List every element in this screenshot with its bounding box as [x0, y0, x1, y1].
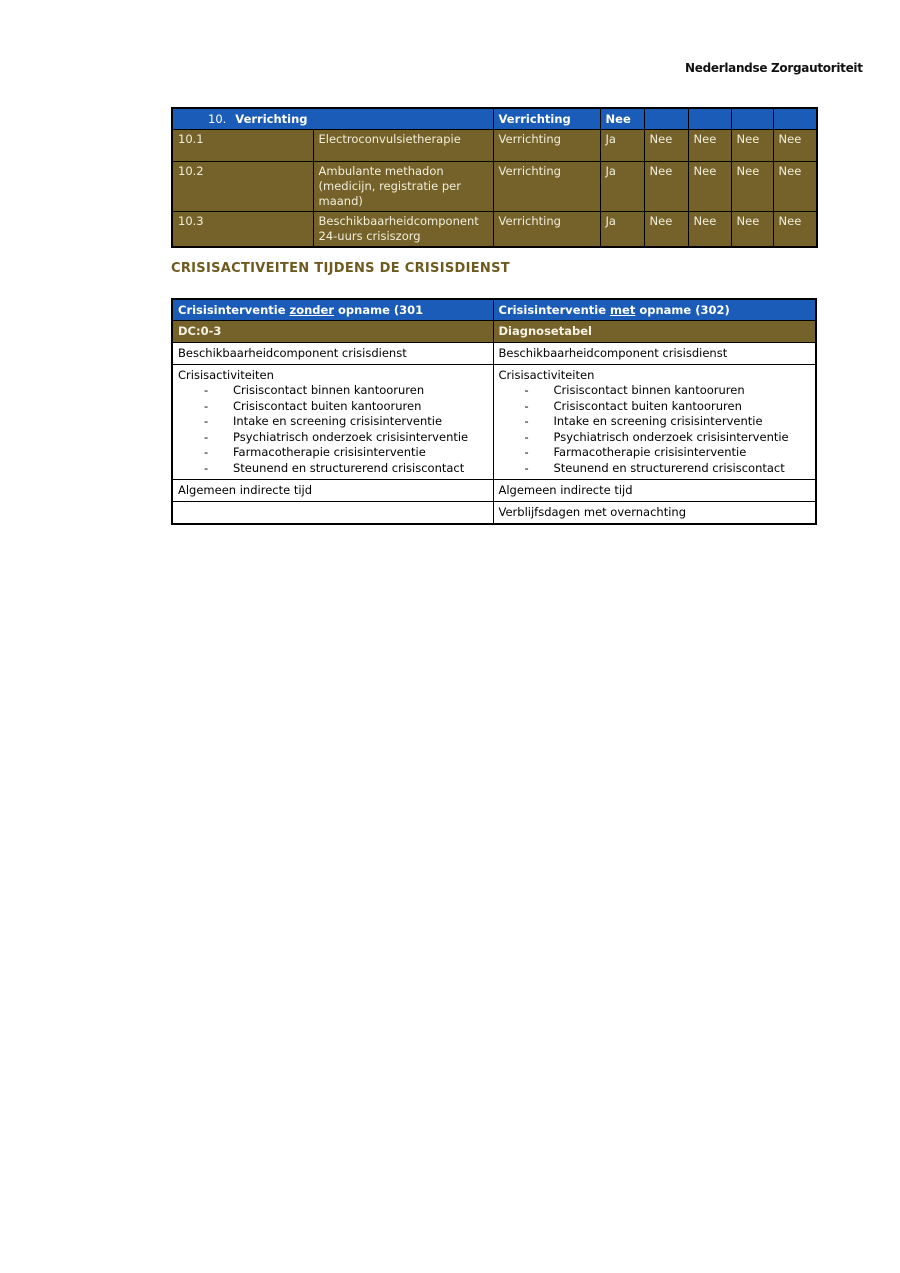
activity-text: Farmacotherapie crisisinterventie	[553, 445, 747, 459]
table-row	[172, 212, 817, 248]
subheader-cell: Diagnosetabel	[493, 321, 816, 343]
cell-value: Nee	[731, 162, 773, 212]
activities-cell	[493, 365, 816, 480]
list-item	[178, 399, 488, 415]
dash-bullet: -	[524, 460, 529, 475]
activity-text: Crisiscontact buiten kantooruren	[233, 398, 422, 413]
crisis-subheader-row	[172, 321, 816, 343]
cell-value: Nee	[688, 212, 731, 248]
dash-bullet: -	[204, 429, 209, 444]
cell-value: Ja	[600, 162, 644, 212]
cell-value: Nee	[644, 212, 688, 248]
cell-description: Ambulante methadon (medicijn, registratie per maand)	[313, 162, 493, 212]
list-item	[178, 383, 488, 399]
crisis-header-right	[493, 299, 816, 321]
dash-bullet: -	[204, 383, 209, 397]
activity-text: Intake en screening crisisinterventie	[553, 414, 763, 428]
cell-value: Nee	[773, 212, 817, 248]
activities-list	[499, 383, 811, 476]
dash-bullet: -	[524, 398, 529, 413]
cell-value: Nee	[644, 130, 688, 162]
list-item	[499, 383, 811, 399]
cell-value: Nee	[773, 130, 817, 162]
cell-code: 10.3	[172, 212, 313, 248]
availability-row	[172, 343, 816, 365]
activity-text: Crisiscontact buiten kantooruren	[553, 398, 742, 413]
dash-bullet: -	[204, 414, 209, 428]
crisis-header-row	[172, 299, 816, 321]
activities-cell	[172, 365, 493, 480]
indirect-time-cell: Algemeen indirecte tijd	[172, 480, 493, 502]
section-heading: CRISISACTIVEITEN TIJDENS DE CRISISDIENST	[171, 261, 510, 276]
header-cell-title	[172, 108, 493, 130]
header-text: Crisisinterventie	[498, 303, 607, 317]
activity-text: Crisiscontact binnen kantooruren	[233, 383, 425, 397]
header-cell-empty	[688, 108, 731, 130]
activity-text: Crisiscontact binnen kantooruren	[553, 383, 745, 397]
activities-title: Crisisactiviteiten	[178, 368, 274, 382]
header-cell-nee: Nee	[600, 108, 644, 130]
header-cell-empty	[731, 108, 773, 130]
activities-row	[172, 365, 816, 480]
cell-value: Nee	[731, 130, 773, 162]
cell-value: Ja	[600, 212, 644, 248]
list-item	[178, 430, 488, 446]
cell-value: Nee	[688, 130, 731, 162]
cell-value: Nee	[773, 162, 817, 212]
cell-code: 10.1	[172, 130, 313, 162]
header-text: Crisisinterventie	[178, 303, 286, 317]
stay-days-row	[172, 502, 816, 524]
dash-bullet: -	[524, 429, 529, 444]
stay-days-cell	[172, 502, 493, 524]
list-item	[178, 461, 488, 477]
cell-value: Nee	[644, 162, 688, 212]
activity-text: Psychiatrisch onderzoek crisisinterventie	[553, 429, 789, 444]
activity-text: Psychiatrisch onderzoek crisisinterventie	[233, 429, 469, 444]
table-row	[172, 162, 817, 212]
stay-days-cell: Verblijfsdagen met overnachting	[493, 502, 816, 524]
table-row	[172, 130, 817, 162]
cell-code: 10.2	[172, 162, 313, 212]
activities-list	[178, 383, 488, 476]
dash-bullet: -	[524, 445, 529, 459]
dash-bullet: -	[204, 460, 209, 475]
header-title-label: Verrichting	[235, 112, 308, 126]
cell-description: Beschikbaarheidcomponent 24-uurs crisiszorg	[313, 212, 493, 248]
dash-bullet: -	[524, 414, 529, 428]
header-text: opname (301	[338, 303, 424, 317]
verrichting-table	[171, 107, 818, 248]
cell-value: Nee	[731, 212, 773, 248]
header-cell-verrichting: Verrichting	[493, 108, 600, 130]
list-item	[499, 445, 811, 461]
subheader-cell: DC:0-3	[172, 321, 493, 343]
list-item	[499, 430, 811, 446]
dash-bullet: -	[204, 398, 209, 413]
activity-text: Farmacotherapie crisisinterventie	[233, 445, 426, 459]
dash-bullet: -	[204, 445, 209, 459]
header-cell-empty	[644, 108, 688, 130]
availability-cell: Beschikbaarheidcomponent crisisdienst	[493, 343, 816, 365]
cell-kind: Verrichting	[493, 212, 600, 248]
indirect-time-row	[172, 480, 816, 502]
cell-description: Electroconvulsietherapie	[313, 130, 493, 162]
list-item	[499, 461, 811, 477]
activity-text: Steunend en structurerend crisiscontact	[553, 460, 785, 475]
indirect-time-cell: Algemeen indirecte tijd	[493, 480, 816, 502]
activities-title: Crisisactiviteiten	[498, 368, 595, 382]
availability-cell: Beschikbaarheidcomponent crisisdienst	[172, 343, 493, 365]
header-list-number: 10.	[208, 112, 227, 126]
crisis-table	[171, 298, 817, 525]
cell-kind: Verrichting	[493, 162, 600, 212]
header-underlined-word: met	[610, 303, 636, 317]
brand-wordmark: Nederlandse Zorgautoriteit	[685, 61, 863, 75]
list-item	[499, 399, 811, 415]
list-item	[499, 414, 811, 430]
cell-value: Nee	[688, 162, 731, 212]
cell-value: Ja	[600, 130, 644, 162]
crisis-header-left	[172, 299, 493, 321]
verrichting-header-row	[172, 108, 817, 130]
header-underlined-word: zonder	[289, 303, 335, 317]
header-text: opname (302)	[639, 303, 730, 317]
dash-bullet: -	[524, 383, 529, 397]
header-cell-empty	[773, 108, 817, 130]
cell-kind: Verrichting	[493, 130, 600, 162]
activity-text: Steunend en structurerend crisiscontact	[233, 460, 465, 475]
activity-text: Intake en screening crisisinterventie	[233, 414, 443, 428]
list-item	[178, 414, 488, 430]
list-item	[178, 445, 488, 461]
